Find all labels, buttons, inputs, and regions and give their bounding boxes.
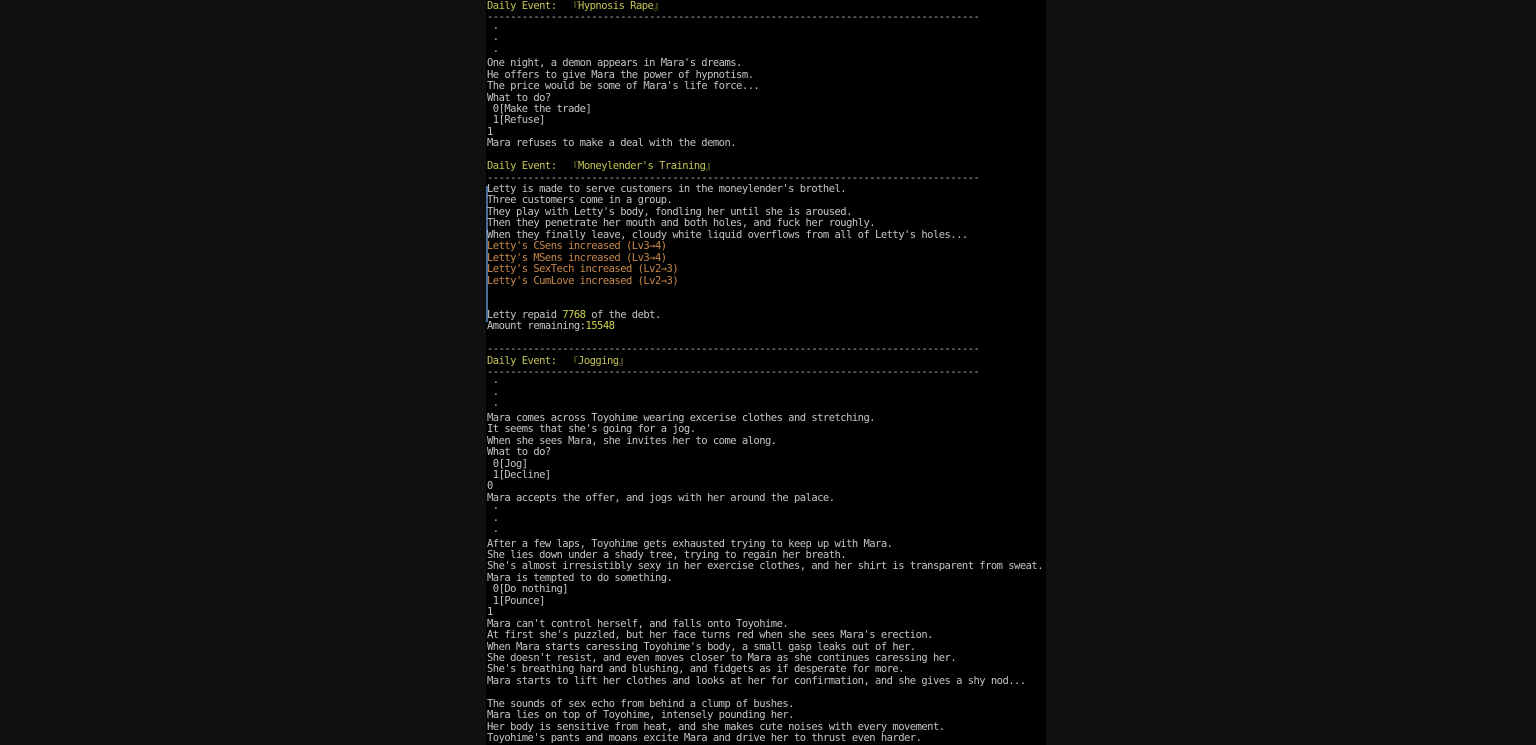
pause-dot: · (487, 389, 499, 401)
narration-line: When they finally leave, cloudy white liquid overflows from all of Letty's holes... (487, 229, 968, 241)
narration-line: At first she's puzzled, but her face turns red when she sees Mara's erection. (487, 630, 933, 642)
pause-dot: · (487, 378, 499, 390)
narration-line: What to do? (487, 447, 551, 459)
choice-option: 0[Make the trade] (487, 103, 592, 115)
game-window[interactable] (486, 0, 1046, 745)
stat-increase-line: Letty's CumLove increased (Lv2→3) (487, 275, 679, 287)
choice-option: 1[Decline] (487, 469, 551, 481)
narration-line: Mara lies on top of Toyohime, intensely pounding her. (487, 710, 794, 722)
narration-line: Mara accepts the offer, and jogs with her around the palace. (487, 492, 835, 504)
narration-line: The price would be some of Mara's life force... (487, 81, 760, 93)
choice-option: 1[Refuse] (487, 115, 545, 127)
narration-line: One night, a demon appears in Mara's dreams. (487, 58, 742, 70)
narration-line: Mara refuses to make a deal with the demon. (487, 138, 737, 150)
narration-line: The sounds of sex echo from behind a clump of bushes. (487, 698, 794, 710)
input-echo: 1 (487, 126, 493, 138)
pause-dot: · (487, 504, 499, 516)
narration-line: They play with Letty's body, fondling her until she is aroused. (487, 206, 852, 218)
narration-line: Mara can't control herself, and falls onto Toyohime. (487, 618, 789, 630)
blank-line (487, 687, 1046, 698)
event-title: Daily Event: 『Jogging』 (487, 355, 629, 367)
debt-line: Amount remaining:15548 (487, 321, 615, 333)
choice-option: 0[Do nothing] (487, 584, 569, 596)
divider-line: ------------------------------------------------------------------------------------- (487, 172, 980, 184)
narration-line: After a few laps, Toyohime gets exhausted trying to keep up with Mara. (487, 538, 893, 550)
narration-line: Toyohime's pants and moans excite Mara and drive her to thrust even harder. (487, 733, 922, 744)
narration-line: Mara comes across Toyohime wearing excerise clothes and stretching. (487, 412, 876, 424)
narration-line: It seems that she's going for a jog. (487, 424, 696, 436)
blank-line (487, 287, 1046, 298)
choice-option: 1[Pounce] (487, 595, 545, 607)
event-log (487, 1, 1046, 744)
narration-line: What to do? (487, 92, 551, 104)
blank-line (487, 150, 1046, 161)
divider-line: ------------------------------------------------------------------------------------- (487, 367, 980, 378)
narration-line: She doesn't resist, and even moves closer to Mara as she continues caressing her. (487, 652, 957, 664)
narration-line: She's breathing hard and blushing, and fidgets as if desperate for more. (487, 664, 904, 676)
event-title: Daily Event: 『Moneylender's Training』 (487, 161, 716, 173)
pause-dot: · (487, 23, 499, 35)
input-echo: 0 (487, 481, 493, 493)
narration-line: Then they penetrate her mouth and both holes, and fuck her roughly. (487, 218, 876, 230)
pause-dot: · (487, 515, 499, 527)
stat-increase-line: Letty's SexTech increased (Lv2→3) (487, 264, 679, 276)
narration-line: She lies down under a shady tree, trying to regain her breath. (487, 550, 847, 561)
pause-dot: · (487, 401, 499, 413)
narration-line: When Mara starts caressing Toyohime's body, a small gasp leaks out of her. (487, 641, 916, 653)
stat-increase-line: Letty's CSens increased (Lv3→4) (487, 241, 667, 253)
narration-line: Letty is made to serve customers in the moneylender's brothel. (487, 184, 847, 195)
narration-line: Mara is tempted to do something. (487, 572, 673, 584)
narration-line: He offers to give Mara the power of hypnotism. (487, 69, 754, 81)
debt-line: Letty repaid 7768 of the debt. (487, 309, 661, 321)
divider-line: ------------------------------------------------------------------------------------- (487, 12, 980, 24)
pause-dot: · (487, 527, 499, 539)
stat-increase-line: Letty's MSens increased (Lv3→4) (487, 252, 667, 264)
choice-option: 0[Jog] (487, 458, 528, 470)
pause-dot: · (487, 46, 499, 58)
narration-line: When she sees Mara, she invites her to come along. (487, 435, 777, 447)
narration-line: Her body is sensitive from heat, and she makes cute noises with every movement. (487, 721, 945, 733)
narration-line: Three customers come in a group. (487, 195, 673, 207)
event-title: Daily Event: 『Hypnosis Rape』 (487, 1, 664, 12)
narration-line: She's almost irresistibly sexy in her exercise clothes, and her shirt is transparent from sweat. (487, 561, 1043, 573)
divider-line: ------------------------------------------------------------------------------------- (487, 344, 980, 356)
blank-line (487, 298, 1046, 309)
input-echo: 1 (487, 607, 493, 619)
narration-line: Mara starts to lift her clothes and looks at her for confirmation, and she gives a shy nod... (487, 675, 1026, 687)
blank-line (487, 333, 1046, 344)
pause-dot: · (487, 35, 499, 47)
